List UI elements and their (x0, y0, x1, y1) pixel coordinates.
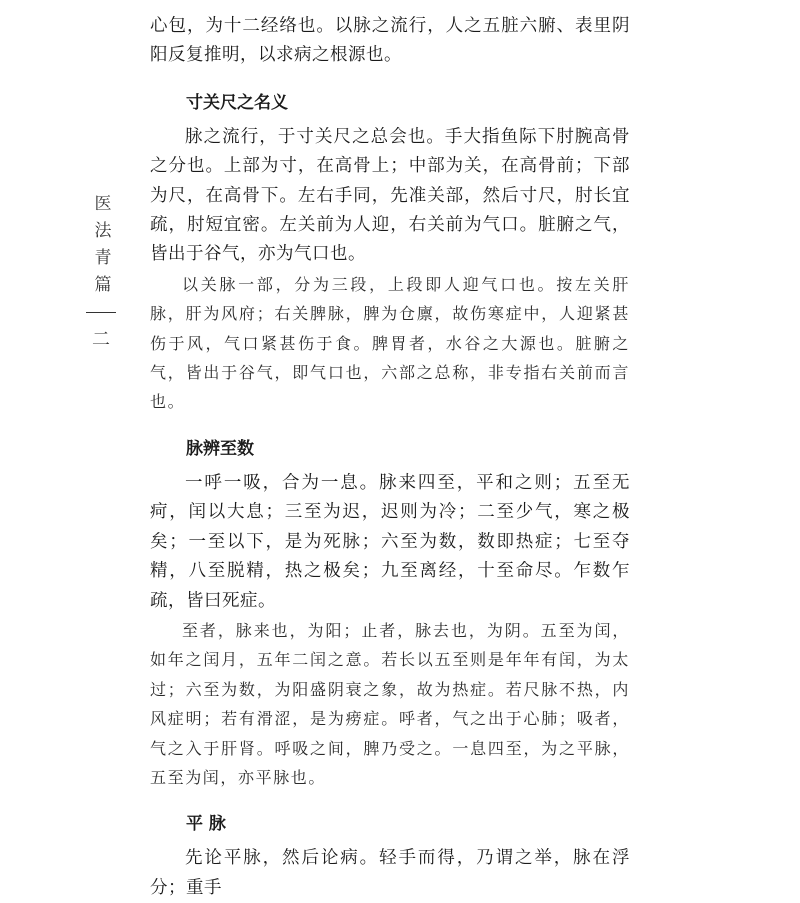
heading-mai-bian: 脉辨至数 (186, 438, 254, 459)
cun-guan-chi-note: 以关脉一部，分为三段，上段即人迎气口也。按左关肝脉，肝为风府；右关脾脉，脾为仓廪，故伤寒症中，人迎紧甚伤于风，气口紧甚伤于食。脾胃者，水谷之大源也。脏腑之气，皆出于谷气，即气口也，六部之总称，非专指右关前而言也。 (150, 274, 630, 412)
intro-paragraph: 心包，为十二经络也。以脉之流行，人之五脏六腑、表里阴阳反复推明，以求病之根源也。 (150, 16, 630, 66)
mai-bian-note: 至者，脉来也，为阳；止者，脉去也，为阴。五至为闰，如年之闰月，五年二闰之意。若长以五至则是年年有闰，为太过；六至为数，为阳盛阴衰之象，故为热症。若尺脉不热，内风症明；若有滑涩，是为痨症。呼者，气之出于心肺；吸者，气之入于肝肾。呼吸之间，脾乃受之。一息四至，为之平脉，五至为闰，亦平脉也。 (150, 620, 630, 787)
ping-mai-main: 先论平脉，然后论病。轻手而得，乃谓之举，脉在浮分；重手 (150, 848, 630, 898)
page-number: 二 (92, 329, 110, 350)
page-sidebar (86, 194, 116, 351)
heading-ping-mai: 平 脉 (186, 814, 226, 835)
cun-guan-chi-main: 脉之流行，于寸关尺之总会也。手大指鱼际下肘腕高骨之分也。上部为寸，在高骨上；中部为关，在高骨前；下部为尺，在高骨下。左右手同，先准关部，然后寸尺，肘长宜疏，肘短宜密。左关前为人迎，右关前为气口。脏腑之气，皆出于谷气，亦为气口也。 (150, 126, 630, 265)
heading-cun-guan-chi: 寸关尺之名义 (186, 92, 288, 113)
mai-bian-main: 一呼一吸，合为一息。脉来四至，平和之则；五至无疴，闰以大息；三至为迟，迟则为冷；二至少气，寒之极矣；一至以下，是为死脉；六至为数，数即热症；七至夺精，八至脱精，热之极矣；九至离经，十至命尽。乍数乍疏，皆曰死症。 (150, 472, 630, 611)
book-title: 医法青篇 (90, 194, 111, 302)
page-body (150, 12, 630, 903)
sidebar-divider (86, 312, 116, 313)
